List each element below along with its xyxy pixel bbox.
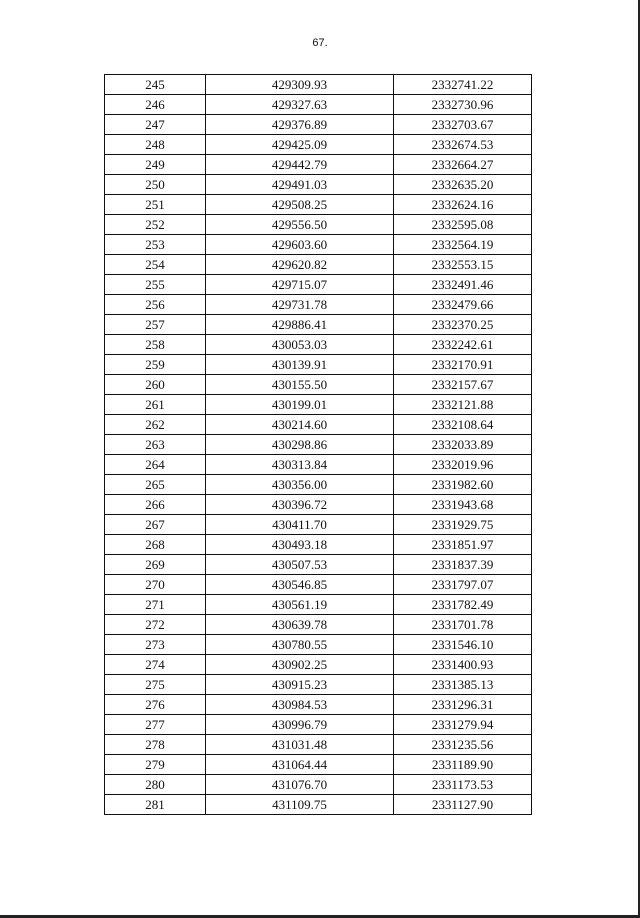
table-row	[105, 455, 532, 475]
y-coordinate-cell: 2332635.20	[394, 175, 532, 195]
point-number-cell: 274	[105, 655, 206, 675]
page-number: 67.	[312, 37, 328, 49]
x-coordinate-cell: 429376.89	[206, 115, 394, 135]
x-coordinate-cell: 429715.07	[206, 275, 394, 295]
x-coordinate-cell: 431109.75	[206, 795, 394, 815]
point-number-cell: 280	[105, 775, 206, 795]
x-coordinate-cell: 431031.48	[206, 735, 394, 755]
point-number-cell: 250	[105, 175, 206, 195]
point-number-cell: 266	[105, 495, 206, 515]
y-coordinate-cell: 2331173.53	[394, 775, 532, 795]
table-row	[105, 775, 532, 795]
x-coordinate-cell: 430298.86	[206, 435, 394, 455]
point-number-cell: 272	[105, 615, 206, 635]
point-number-cell: 268	[105, 535, 206, 555]
y-coordinate-cell: 2331279.94	[394, 715, 532, 735]
table-row	[105, 595, 532, 615]
table-row	[105, 435, 532, 455]
x-coordinate-cell: 430780.55	[206, 635, 394, 655]
x-coordinate-cell: 431076.70	[206, 775, 394, 795]
table-row	[105, 735, 532, 755]
y-coordinate-cell: 2332242.61	[394, 335, 532, 355]
table-row	[105, 135, 532, 155]
y-coordinate-cell: 2332170.91	[394, 355, 532, 375]
y-coordinate-cell: 2331189.90	[394, 755, 532, 775]
point-number-cell: 279	[105, 755, 206, 775]
point-number-cell: 263	[105, 435, 206, 455]
x-coordinate-cell: 430199.01	[206, 395, 394, 415]
y-coordinate-cell: 2331943.68	[394, 495, 532, 515]
table-row	[105, 655, 532, 675]
point-number-cell: 253	[105, 235, 206, 255]
y-coordinate-cell: 2331235.56	[394, 735, 532, 755]
x-coordinate-cell: 430214.60	[206, 415, 394, 435]
y-coordinate-cell: 2331851.97	[394, 535, 532, 555]
point-number-cell: 251	[105, 195, 206, 215]
table-row	[105, 695, 532, 715]
point-number-cell: 246	[105, 95, 206, 115]
point-number-cell: 258	[105, 335, 206, 355]
y-coordinate-cell: 2332108.64	[394, 415, 532, 435]
y-coordinate-cell: 2332479.66	[394, 295, 532, 315]
y-coordinate-cell: 2332019.96	[394, 455, 532, 475]
table-row	[105, 215, 532, 235]
point-number-cell: 249	[105, 155, 206, 175]
y-coordinate-cell: 2332664.27	[394, 155, 532, 175]
x-coordinate-cell: 430507.53	[206, 555, 394, 575]
table-row	[105, 295, 532, 315]
table-row	[105, 475, 532, 495]
x-coordinate-cell: 429731.78	[206, 295, 394, 315]
table-row	[105, 335, 532, 355]
y-coordinate-cell: 2332703.67	[394, 115, 532, 135]
x-coordinate-cell: 430053.03	[206, 335, 394, 355]
point-number-cell: 247	[105, 115, 206, 135]
x-coordinate-cell: 429556.50	[206, 215, 394, 235]
x-coordinate-cell: 430984.53	[206, 695, 394, 715]
point-number-cell: 278	[105, 735, 206, 755]
point-number-cell: 245	[105, 75, 206, 95]
y-coordinate-cell: 2332741.22	[394, 75, 532, 95]
point-number-cell: 269	[105, 555, 206, 575]
point-number-cell: 271	[105, 595, 206, 615]
y-coordinate-cell: 2331127.90	[394, 795, 532, 815]
x-coordinate-cell: 429309.93	[206, 75, 394, 95]
point-number-cell: 254	[105, 255, 206, 275]
x-coordinate-cell: 429508.25	[206, 195, 394, 215]
x-coordinate-cell: 429886.41	[206, 315, 394, 335]
table-row	[105, 275, 532, 295]
y-coordinate-cell: 2332033.89	[394, 435, 532, 455]
point-number-cell: 255	[105, 275, 206, 295]
table-row	[105, 535, 532, 555]
point-number-cell: 267	[105, 515, 206, 535]
x-coordinate-cell: 430915.23	[206, 675, 394, 695]
point-number-cell: 270	[105, 575, 206, 595]
table-row	[105, 315, 532, 335]
y-coordinate-cell: 2332595.08	[394, 215, 532, 235]
y-coordinate-cell: 2332157.67	[394, 375, 532, 395]
x-coordinate-cell: 430546.85	[206, 575, 394, 595]
point-number-cell: 259	[105, 355, 206, 375]
x-coordinate-cell: 430396.72	[206, 495, 394, 515]
x-coordinate-cell: 429442.79	[206, 155, 394, 175]
table-row	[105, 515, 532, 535]
coordinate-table-body	[105, 75, 532, 815]
table-row	[105, 155, 532, 175]
table-row	[105, 675, 532, 695]
y-coordinate-cell: 2331929.75	[394, 515, 532, 535]
table-row	[105, 495, 532, 515]
coordinate-table	[104, 74, 532, 815]
table-row	[105, 255, 532, 275]
y-coordinate-cell: 2331837.39	[394, 555, 532, 575]
table-row	[105, 755, 532, 775]
x-coordinate-cell: 430996.79	[206, 715, 394, 735]
x-coordinate-cell: 430561.19	[206, 595, 394, 615]
y-coordinate-cell: 2331982.60	[394, 475, 532, 495]
table-row	[105, 175, 532, 195]
table-row	[105, 415, 532, 435]
point-number-cell: 265	[105, 475, 206, 495]
x-coordinate-cell: 430155.50	[206, 375, 394, 395]
point-number-cell: 277	[105, 715, 206, 735]
y-coordinate-cell: 2332624.16	[394, 195, 532, 215]
table-row	[105, 355, 532, 375]
point-number-cell: 248	[105, 135, 206, 155]
x-coordinate-cell: 430356.00	[206, 475, 394, 495]
point-number-cell: 261	[105, 395, 206, 415]
x-coordinate-cell: 429425.09	[206, 135, 394, 155]
x-coordinate-cell: 430639.78	[206, 615, 394, 635]
point-number-cell: 262	[105, 415, 206, 435]
x-coordinate-cell: 430411.70	[206, 515, 394, 535]
y-coordinate-cell: 2331546.10	[394, 635, 532, 655]
table-row	[105, 575, 532, 595]
table-row	[105, 615, 532, 635]
table-row	[105, 95, 532, 115]
table-row	[105, 375, 532, 395]
x-coordinate-cell: 429620.82	[206, 255, 394, 275]
x-coordinate-cell: 429603.60	[206, 235, 394, 255]
y-coordinate-cell: 2331400.93	[394, 655, 532, 675]
y-coordinate-cell: 2332553.15	[394, 255, 532, 275]
y-coordinate-cell: 2332491.46	[394, 275, 532, 295]
y-coordinate-cell: 2332121.88	[394, 395, 532, 415]
x-coordinate-cell: 429491.03	[206, 175, 394, 195]
point-number-cell: 264	[105, 455, 206, 475]
y-coordinate-cell: 2332730.96	[394, 95, 532, 115]
table-row	[105, 715, 532, 735]
y-coordinate-cell: 2331296.31	[394, 695, 532, 715]
y-coordinate-cell: 2331782.49	[394, 595, 532, 615]
point-number-cell: 252	[105, 215, 206, 235]
table-row	[105, 235, 532, 255]
table-row	[105, 635, 532, 655]
y-coordinate-cell: 2331385.13	[394, 675, 532, 695]
x-coordinate-cell: 430493.18	[206, 535, 394, 555]
y-coordinate-cell: 2331797.07	[394, 575, 532, 595]
table-row	[105, 555, 532, 575]
table-row	[105, 395, 532, 415]
x-coordinate-cell: 430139.91	[206, 355, 394, 375]
point-number-cell: 281	[105, 795, 206, 815]
x-coordinate-cell: 430902.25	[206, 655, 394, 675]
x-coordinate-cell: 429327.63	[206, 95, 394, 115]
point-number-cell: 275	[105, 675, 206, 695]
y-coordinate-cell: 2332564.19	[394, 235, 532, 255]
y-coordinate-cell: 2332674.53	[394, 135, 532, 155]
point-number-cell: 257	[105, 315, 206, 335]
x-coordinate-cell: 431064.44	[206, 755, 394, 775]
y-coordinate-cell: 2332370.25	[394, 315, 532, 335]
table-row	[105, 115, 532, 135]
table-row	[105, 795, 532, 815]
y-coordinate-cell: 2331701.78	[394, 615, 532, 635]
table-row	[105, 75, 532, 95]
point-number-cell: 256	[105, 295, 206, 315]
x-coordinate-cell: 430313.84	[206, 455, 394, 475]
point-number-cell: 260	[105, 375, 206, 395]
table-row	[105, 195, 532, 215]
point-number-cell: 273	[105, 635, 206, 655]
point-number-cell: 276	[105, 695, 206, 715]
